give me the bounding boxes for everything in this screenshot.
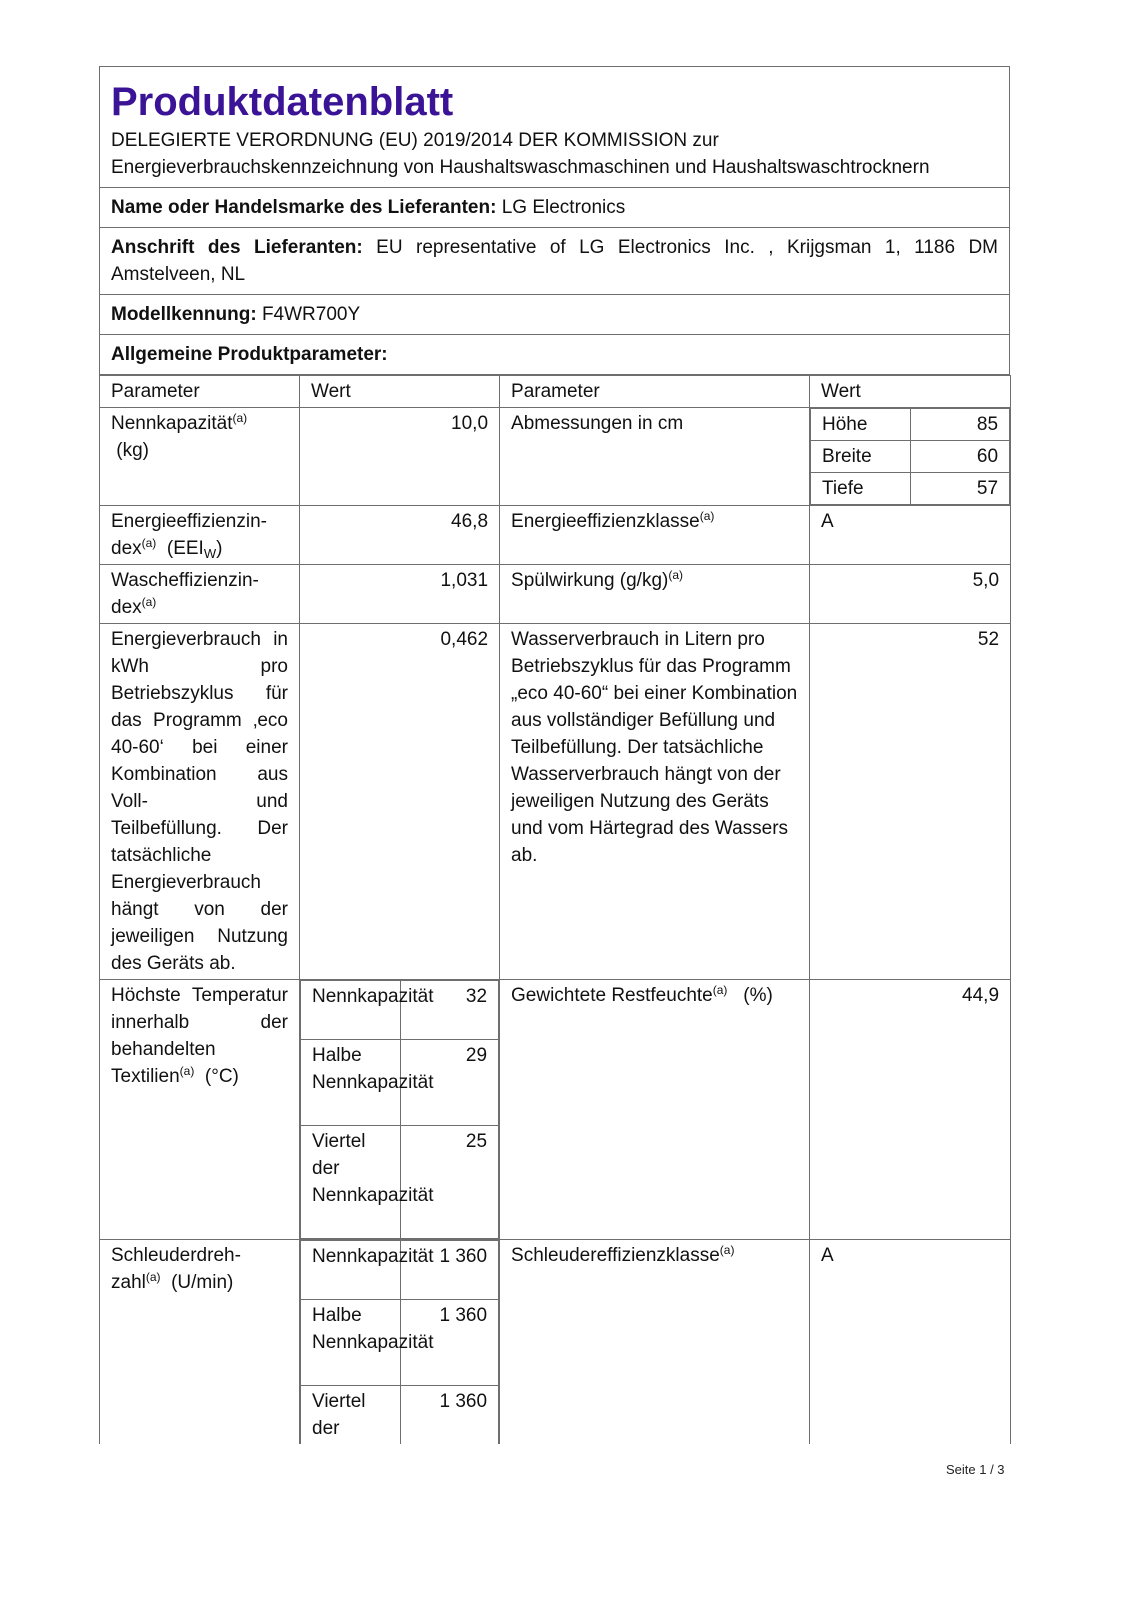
supplier-name-value: LG Electronics — [501, 197, 626, 218]
table-row — [100, 980, 1011, 1240]
max-temp-values — [300, 980, 500, 1240]
eei-label: Energieeffizienzin- dex$^{(a)}$ $(EEI_W)$ — [100, 506, 300, 565]
parameters-table — [99, 375, 1011, 1444]
model-label: Modellkennung: — [111, 304, 257, 325]
max-temp-quarter-value: 25 — [401, 1126, 499, 1239]
max-temp-full-value: 32 — [401, 981, 499, 1040]
max-temp-full-label: Nennkapazität — [301, 981, 401, 1040]
col-header-value: Wert — [300, 376, 500, 408]
dimensions-label: Abmessungen in cm — [500, 408, 810, 506]
water-consumption-value: 52 — [810, 624, 1011, 980]
max-temp-quarter-label: Viertel der Nennkapazität — [301, 1126, 401, 1239]
wash-index-label: Wascheffizienzin- dex$^{(a)}$ — [100, 565, 300, 624]
max-temp-half-value: 29 — [401, 1040, 499, 1126]
table-header-row — [100, 376, 1011, 408]
rinse-value: 5,0 — [810, 565, 1011, 624]
water-consumption-label: Wasserverbrauch in Litern pro Betriebszyklus für das Programm „eco 40-60“ bei einer Kombination aus vollständiger Befüllung und Teilbefüllung. Der tatsächliche Wasserverbrauch hängt von der jeweiligen Nutzung des Geräts und vom Härtegrad des Wassers ab. — [500, 624, 810, 980]
supplier-address-value: EU representative of LG Electronics Inc. , Krijgsman 1, 1186 DM Amstelveen, NL — [111, 237, 998, 285]
col-header-parameter-2: Parameter — [500, 376, 810, 408]
model-value: F4WR700Y — [261, 304, 361, 325]
depth-value: 57 — [911, 473, 1010, 505]
spin-speed-values — [300, 1240, 500, 1445]
col-header-value-2: Wert — [810, 376, 1011, 408]
max-temp-label: Höchste Temperatur innerhalb der behandelten Textilien$^{(a)}$ (°C) — [100, 980, 300, 1240]
depth-label: Tiefe — [811, 473, 911, 505]
table-row — [100, 624, 1011, 980]
capacity-value: 10,0 — [300, 408, 500, 506]
spin-full-value: 1 360 — [401, 1241, 499, 1300]
energy-class-value: A — [810, 506, 1011, 565]
spin-quarter-label: Viertel der — [301, 1386, 401, 1445]
page-title: Produktdatenblatt — [111, 80, 454, 124]
regulation-line-1: DELEGIERTE VERORDNUNG (EU) 2019/2014 DER KOMMISSION zur — [111, 130, 719, 151]
title-section — [100, 67, 1009, 188]
energy-class-label: Energieeffizienzklasse$^{(a)}$ — [500, 506, 810, 565]
page-number: Seite 1 / 3 — [946, 1462, 1005, 1477]
table-row — [100, 506, 1011, 565]
spin-half-value: 1 360 — [401, 1300, 499, 1386]
residual-moisture-value: 44,9 — [810, 980, 1011, 1240]
spin-full-label: Nennkapazität — [301, 1241, 401, 1300]
table-row — [100, 565, 1011, 624]
table-row — [100, 408, 1011, 506]
supplier-name-row — [100, 188, 1009, 228]
height-value: 85 — [911, 409, 1010, 441]
width-label: Breite — [811, 441, 911, 473]
col-header-parameter: Parameter — [100, 376, 300, 408]
spin-class-label: Schleudereffizienzklasse$^{(a)}$ — [500, 1240, 810, 1445]
eei-value: 46,8 — [300, 506, 500, 565]
width-value: 60 — [911, 441, 1010, 473]
spin-quarter-value: 1 360 — [401, 1386, 499, 1445]
general-parameters-row — [100, 335, 1009, 375]
energy-consumption-value: 0,462 — [300, 624, 500, 980]
spin-class-value: A — [810, 1240, 1011, 1445]
energy-consumption-label: Energieverbrauch in kWh pro Betriebszyklus für das Programm ‚eco 40-60‘ bei einer Kombination aus Voll- und Teilbefüllung. Der tatsächliche Energieverbrauch hängt von der jeweiligen Nutzung des Geräts ab. — [100, 624, 300, 980]
wash-index-value: 1,031 — [300, 565, 500, 624]
general-parameters-label: Allgemeine Produktparameter: — [111, 344, 388, 365]
product-data-sheet — [99, 66, 1010, 1444]
max-temp-half-label: Halbe Nennkapazität — [301, 1040, 401, 1126]
spin-speed-label: Schleuderdreh- zahl$^{(a)}$ (U/min) — [100, 1240, 300, 1445]
table-row — [100, 1240, 1011, 1445]
residual-moisture-label: Gewichtete Restfeuchte$^{(a)}$ (%) — [500, 980, 810, 1240]
supplier-address-row — [100, 228, 1009, 295]
regulation-line-2: Energieverbrauchskennzeichnung von Haushaltswaschmaschinen und Haushaltswaschtrocknern — [111, 157, 930, 178]
rinse-label: Spülwirkung $(g/kg)^{(a)}$ — [500, 565, 810, 624]
supplier-name-label: Name oder Handelsmarke des Lieferanten: — [111, 197, 497, 218]
header-box — [99, 66, 1010, 375]
dimensions-values — [810, 408, 1011, 506]
height-label: Höhe — [811, 409, 911, 441]
capacity-label: Nennkapazität$^{(a)}$ (kg) — [100, 408, 300, 506]
spin-half-label: Halbe Nennkapazität — [301, 1300, 401, 1386]
model-row — [100, 295, 1009, 335]
supplier-address-label: Anschrift des Lieferanten: — [111, 237, 363, 258]
